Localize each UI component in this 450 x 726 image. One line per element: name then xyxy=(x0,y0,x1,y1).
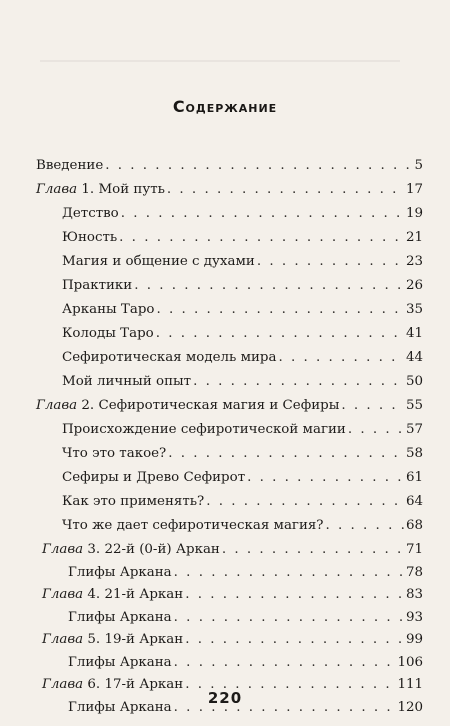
toc-entry-label: Глава 1. Мой путь xyxy=(36,182,165,197)
toc-entry xyxy=(62,229,423,247)
toc-page-number: 50 xyxy=(405,374,423,389)
toc-page-number: 61 xyxy=(405,470,423,485)
leader-dots xyxy=(247,469,404,487)
toc-page-number: 19 xyxy=(405,206,423,221)
leader-dots xyxy=(185,586,404,604)
leader-dots xyxy=(174,654,396,672)
toc-entry xyxy=(68,654,423,672)
toc-entry xyxy=(42,541,423,559)
leader-dots xyxy=(348,421,404,439)
page-number: 220 xyxy=(207,689,243,707)
toc-entry-label: Глава 3. 22-й (0-й) Аркан xyxy=(42,542,220,557)
toc-entry xyxy=(68,564,423,582)
toc-page-number: 55 xyxy=(405,398,423,413)
leader-dots xyxy=(185,631,404,649)
toc-entry-label: Практики xyxy=(62,278,133,293)
toc-entry-label: Глава 4. 21-й Аркан xyxy=(42,587,184,602)
leader-dots xyxy=(326,517,404,535)
toc-entry xyxy=(62,421,423,439)
toc-entry xyxy=(36,181,423,199)
toc-entry xyxy=(62,325,423,343)
toc-entry-label: Мой личный опыт xyxy=(62,374,192,389)
toc-page-number: 58 xyxy=(405,446,423,461)
toc-entry-label: Что же дает сефиротическая магия? xyxy=(62,518,324,533)
toc-entry-label: Глифы Аркана xyxy=(68,699,172,715)
leader-dots xyxy=(193,373,404,391)
toc-entry-label: Сефиры и Древо Сефирот xyxy=(62,470,246,485)
toc-page-number: 57 xyxy=(405,422,423,437)
toc-entry-label: Глава 2. Сефиротическая магия и Сефиры xyxy=(36,398,340,413)
toc-page-number: 93 xyxy=(405,609,423,625)
toc-page-number: 120 xyxy=(397,699,423,715)
toc-entry xyxy=(62,277,423,295)
leader-dots xyxy=(257,253,404,271)
toc-entry xyxy=(36,397,423,415)
toc-page-number: 23 xyxy=(405,254,423,269)
toc-page-number: 78 xyxy=(405,564,423,580)
toc-entry xyxy=(62,253,423,271)
toc-page-number: 17 xyxy=(405,182,423,197)
toc-entry-label: Колоды Таро xyxy=(62,326,154,341)
toc-entry xyxy=(62,301,423,319)
toc-entry-label: Происхождение сефиротической магии xyxy=(62,422,346,437)
leader-dots xyxy=(105,157,412,175)
toc-page-number: 64 xyxy=(405,494,423,509)
bleed-through-line xyxy=(40,60,400,62)
toc-entry-label: Магия и общение с духами xyxy=(62,254,255,269)
toc-entry-label: Глифы Аркана xyxy=(68,654,172,670)
toc-entry xyxy=(62,373,423,391)
leader-dots xyxy=(134,277,404,295)
toc-entry-label: Глифы Аркана xyxy=(68,564,172,580)
toc-page-number: 26 xyxy=(405,278,423,293)
leader-dots xyxy=(156,325,404,343)
toc-entry xyxy=(62,469,423,487)
leader-dots xyxy=(156,301,404,319)
toc-page-number: 111 xyxy=(397,677,423,692)
toc-entry-label: Сефиротическая модель мира xyxy=(62,350,277,365)
toc-page-number: 21 xyxy=(405,230,423,245)
leader-dots xyxy=(278,349,403,367)
leader-dots xyxy=(341,397,404,415)
toc-entry xyxy=(62,517,423,535)
leader-dots xyxy=(174,564,404,582)
toc-entry-label: Что это такое? xyxy=(62,446,167,461)
toc-entry xyxy=(42,631,423,649)
page-title: Содержание xyxy=(172,97,278,116)
leader-dots xyxy=(168,445,404,463)
toc-entry-label: Арканы Таро xyxy=(62,302,155,317)
leader-dots xyxy=(119,229,404,247)
toc-page-number: 71 xyxy=(405,542,423,557)
leader-dots xyxy=(121,205,404,223)
leader-dots xyxy=(167,181,404,199)
toc-entry-label: Введение xyxy=(36,158,104,173)
toc-entry xyxy=(36,157,423,175)
toc-entry-label: Юность xyxy=(62,230,118,245)
toc-entry-label: Глава 6. 17-й Аркан xyxy=(42,677,184,692)
toc-entry xyxy=(42,586,423,604)
leader-dots xyxy=(222,541,404,559)
toc-entry-label: Как это применять? xyxy=(62,494,205,509)
toc-page-number: 5 xyxy=(414,158,423,173)
toc-entry xyxy=(62,205,423,223)
toc-entry xyxy=(68,609,423,627)
toc-page-number: 106 xyxy=(397,654,423,670)
toc-entry xyxy=(62,445,423,463)
toc-entry xyxy=(62,493,423,511)
toc-page-number: 99 xyxy=(405,632,423,647)
leader-dots xyxy=(174,609,404,627)
leader-dots xyxy=(206,493,404,511)
toc-page-number: 83 xyxy=(405,587,423,602)
toc-entry xyxy=(62,349,423,367)
toc-page-number: 68 xyxy=(405,518,423,533)
toc-entry-label: Детство xyxy=(62,206,119,221)
toc-page-number: 41 xyxy=(405,326,423,341)
toc-page-number: 44 xyxy=(405,350,423,365)
toc-entry-label: Глифы Аркана xyxy=(68,609,172,625)
toc-entry-label: Глава 5. 19-й Аркан xyxy=(42,632,184,647)
toc-page-number: 35 xyxy=(405,302,423,317)
